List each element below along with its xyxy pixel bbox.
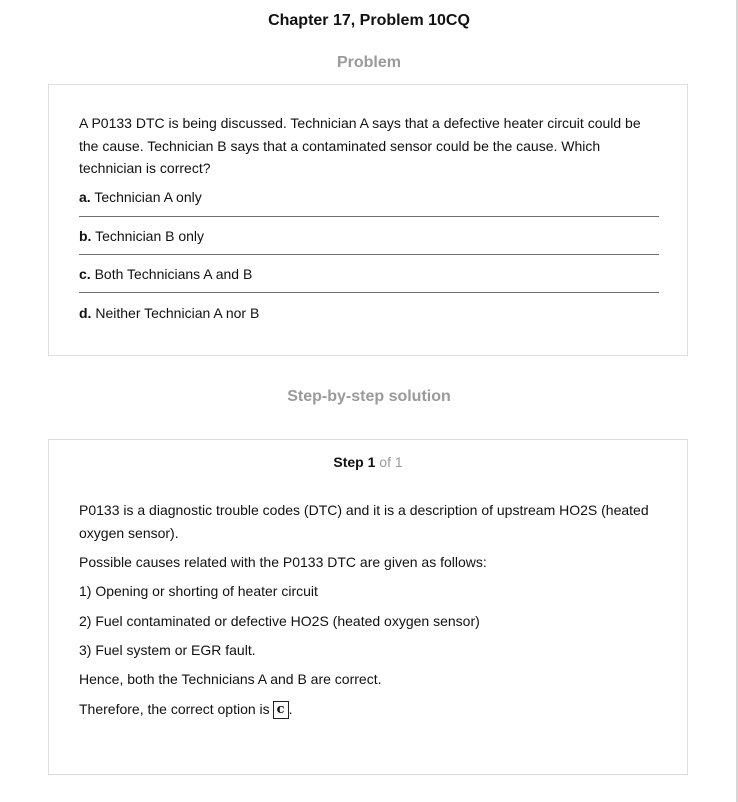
- option-text: Both Technicians A and B: [94, 266, 253, 282]
- solution-paragraph: P0133 is a diagnostic trouble codes (DTC) and it is a description of upstream HO2S (heated oxygen sensor).: [79, 502, 649, 541]
- option-letter: b.: [79, 228, 92, 244]
- option-divider: [79, 254, 659, 255]
- option-b: [79, 226, 659, 246]
- solution-paragraph: 1) Opening or shorting of heater circuit: [79, 583, 318, 599]
- solution-heading: Step-by-step solution: [287, 388, 451, 405]
- option-divider: [79, 216, 659, 217]
- conclusion-text: Therefore, the correct option is: [79, 701, 270, 717]
- solution-paragraph: 2) Fuel contaminated or defective HO2S (heated oxygen sensor): [79, 613, 480, 629]
- page-title: Chapter 17, Problem 10CQ: [268, 12, 470, 29]
- solution-paragraph: Possible causes related with the P0133 DTC are given as follows:: [79, 554, 487, 570]
- step-number: 1: [367, 454, 376, 470]
- option-text: Neither Technician A nor B: [95, 305, 260, 321]
- option-letter: a.: [79, 189, 91, 205]
- solution-conclusion: [79, 698, 664, 721]
- option-text: Technician B only: [95, 228, 205, 244]
- problem-heading: Problem: [336, 54, 401, 71]
- option-divider: [79, 292, 659, 293]
- option-text: Technician A only: [94, 189, 202, 205]
- solution-card: [48, 439, 688, 775]
- solution-paragraph: Hence, both the Technicians A and B are correct.: [79, 671, 382, 687]
- option-letter: d.: [79, 305, 92, 321]
- answer-box: c: [273, 701, 289, 719]
- option-letter: c.: [79, 266, 91, 282]
- option-d: [79, 303, 659, 323]
- step-label: Step: [333, 454, 364, 470]
- question-text: A P0133 DTC is being discussed. Technician A says that a defective heater circuit could be the cause. Technician B says that a contaminated sensor could be the cause. Which technician is correct?: [79, 115, 641, 176]
- step-of: of 1: [379, 454, 403, 470]
- option-a: [79, 187, 659, 207]
- step-header: [49, 454, 687, 470]
- conclusion-period: .: [288, 701, 293, 717]
- problem-card: [48, 84, 688, 356]
- solution-paragraph: 3) Fuel system or EGR fault.: [79, 642, 256, 658]
- option-c: [79, 264, 659, 284]
